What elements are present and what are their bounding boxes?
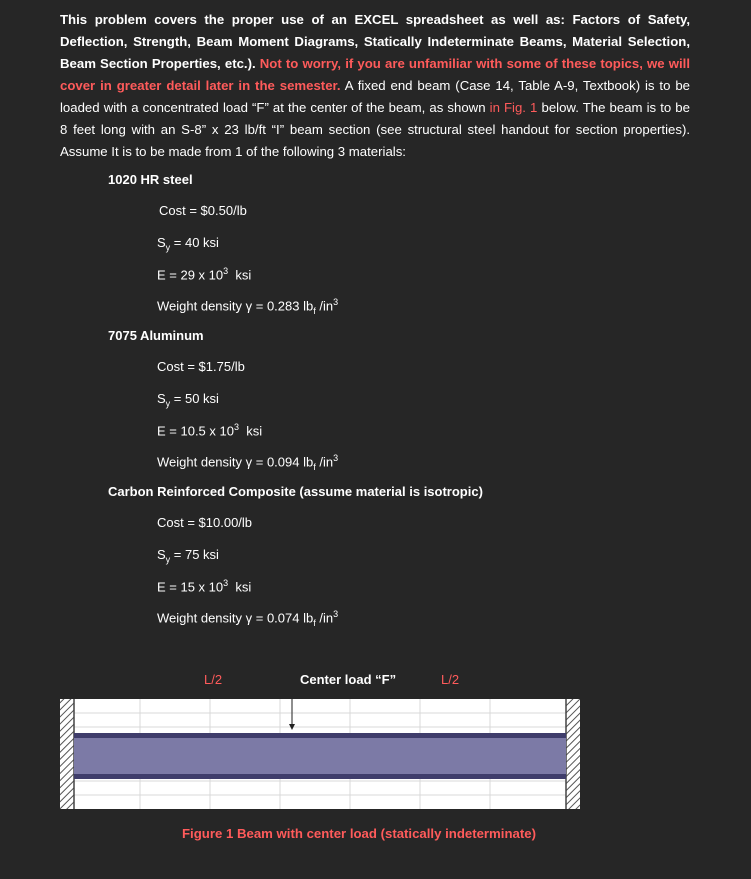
material-weight-density-composite: Weight density γ = 0.074 $lb_f$ $/in^3$: [157, 609, 339, 628]
left-fixed-support: [60, 699, 74, 809]
material-modulus-steel: E = 29 x $10^3$ ksi: [157, 266, 252, 283]
material-weight-density-aluminum: Weight density γ = 0.094 $lb_f$ $/in^3$: [157, 453, 339, 472]
beam-top-flange: [74, 733, 566, 738]
intro-paragraph: [60, 9, 690, 163]
material-yield-composite: $S_y = 75$ ksi: [157, 547, 219, 565]
material-title-composite: Carbon Reinforced Composite (assume material is isotropic): [108, 484, 483, 499]
left-half-length-label: L/2: [204, 672, 223, 687]
beam-web: [74, 738, 566, 774]
intro-text-before-fig: A fixed end beam (Case 14, Table A-9, Textbook) is to be loaded with a concentrated load “F” at the center of the beam, as shown: [60, 78, 691, 115]
intro-text-after-fig: below. The beam is to be 8 feet long with an S-8” x 23 lb/ft “I” beam section (see structural steel handout for section properties). Assume It is to be made from 1 of the following 3 materials:: [60, 100, 690, 159]
intro-red-note: Not to worry, if you are unfamiliar with some of these topics, we will cover in greater detail later in the semester.: [60, 56, 690, 93]
beam-bottom-flange: [74, 774, 566, 779]
material-cost-steel: Cost = $0.50/lb: [159, 203, 247, 218]
fig-reference: in Fig. 1: [489, 100, 538, 115]
material-cost-composite: Cost = $10.00/lb: [157, 515, 253, 530]
right-half-length-label: L/2: [441, 672, 460, 687]
figure-caption: Figure 1 Beam with center load (statically indeterminate): [182, 826, 536, 841]
material-yield-aluminum: $S_y = 50$ ksi: [157, 391, 219, 409]
center-load-label: Center load “F”: [300, 672, 397, 687]
material-modulus-aluminum: E = 10.5 x $10^3$ ksi: [157, 422, 263, 439]
material-yield-steel: $S_y = 40$ ksi: [157, 235, 219, 253]
intro-bold-text: This problem covers the proper use of an EXCEL spreadsheet as well as: Factors of Safety, Deflection, Strength, Beam Moment Diagrams, Statically Indeterminate Beams, Material Selection, Beam Section Properties, etc.).: [60, 12, 690, 71]
material-cost-aluminum: Cost = $1.75/lb: [157, 359, 245, 374]
material-weight-density-steel: Weight density γ = 0.283 $lb_f$ $/in^3$: [157, 297, 339, 316]
beam-diagram: [60, 695, 580, 813]
material-modulus-composite: E = 15 x $10^3$ ksi: [157, 578, 252, 595]
right-fixed-support: [566, 699, 580, 809]
material-title-aluminum: 7075 Aluminum: [108, 328, 204, 343]
material-title-steel: 1020 HR steel: [108, 172, 193, 187]
